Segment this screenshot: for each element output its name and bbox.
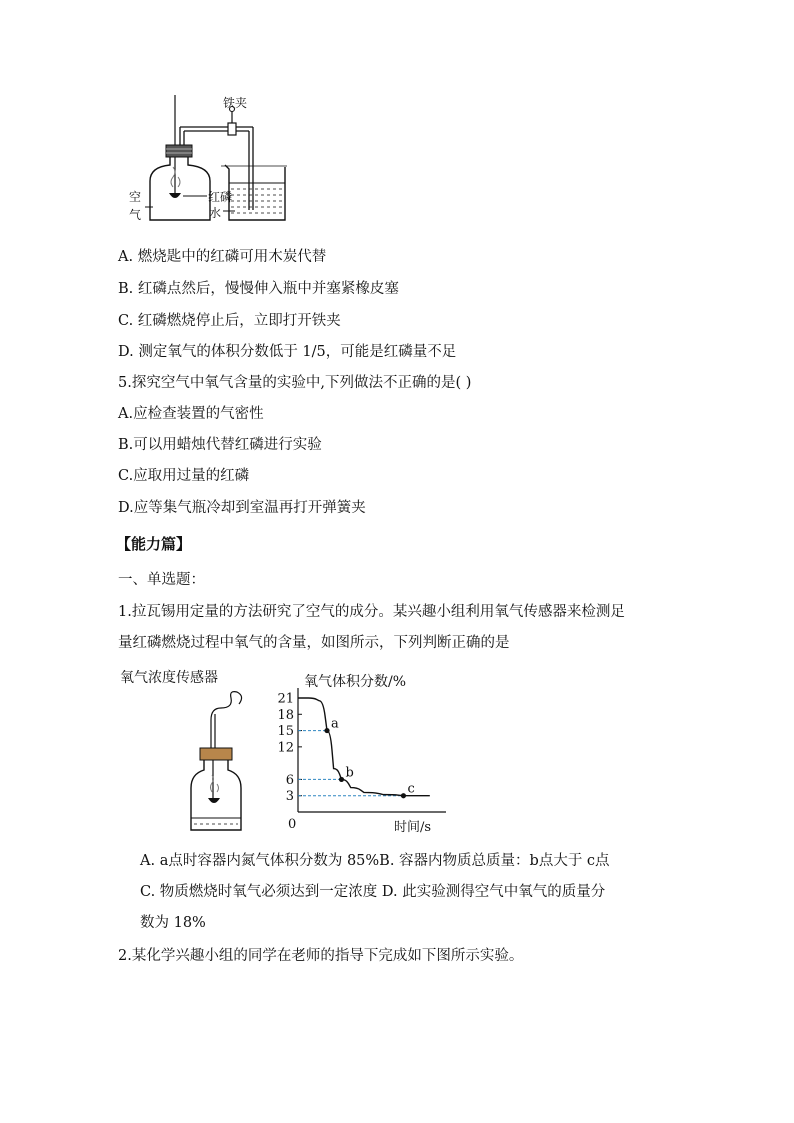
combustion-spoon-icon bbox=[169, 193, 181, 198]
beaker bbox=[225, 165, 285, 220]
y-tick-label-18: 18 bbox=[277, 707, 294, 723]
q1-options-line2[interactable]: C. 物质燃烧时氧气必须达到一定浓度 D. 此实验测得空气中氧气的质量分 bbox=[140, 884, 606, 900]
y-tick-label-15: 15 bbox=[277, 724, 294, 740]
apparatus-figure-1 bbox=[125, 95, 305, 230]
q1-stem-line1: 1.拉瓦锡用定量的方法研究了空气的成分。某兴趣小组利用氧气传感器来检测足 bbox=[118, 604, 625, 620]
sensor-spoon-icon bbox=[208, 798, 220, 803]
sensor-stopper bbox=[200, 748, 232, 760]
section-title: 【能力篇】 bbox=[116, 535, 192, 553]
y-tick-label-21: 21 bbox=[277, 691, 294, 707]
point-b bbox=[339, 777, 344, 782]
q4-option-b[interactable]: B. 红磷点然后，慢慢伸入瓶中并塞紧橡皮塞 bbox=[118, 281, 399, 297]
q4-option-a[interactable]: A. 燃烧匙中的红磷可用木炭代替 bbox=[118, 249, 327, 265]
point-a bbox=[324, 728, 329, 733]
sensor-label: 氧气浓度传感器 bbox=[120, 670, 218, 686]
label-water: 水 bbox=[209, 206, 222, 220]
oxygen-chart bbox=[268, 668, 458, 838]
section-subtitle: 一、单选题： bbox=[118, 572, 205, 588]
q1-stem-line2: 量红磷燃烧过程中氧气的含量，如图所示，下列判断正确的是 bbox=[118, 635, 510, 651]
q2-stem: 2.某化学兴趣小组的同学在老师的指导下完成如下图所示实验。 bbox=[118, 948, 524, 964]
label-air-1: 空 bbox=[129, 190, 142, 204]
point-label-c: c bbox=[407, 781, 415, 797]
chart-ylabel: 氧气体积分数/% bbox=[304, 674, 407, 690]
point-label-a: a bbox=[331, 716, 339, 732]
chart-origin: 0 bbox=[288, 817, 297, 832]
q1-options-line3[interactable]: 数为 18% bbox=[140, 915, 206, 931]
q5-stem: 5.探究空气中氧气含量的实验中,下列做法不正确的是( ) bbox=[118, 375, 472, 391]
sensor-bottle-figure bbox=[185, 690, 275, 835]
q5-option-b[interactable]: B.可以用蜡烛代替红磷进行实验 bbox=[118, 437, 322, 453]
q5-option-a[interactable]: A.应检查装置的气密性 bbox=[118, 406, 264, 422]
q5-option-c[interactable]: C.应取用过量的红磷 bbox=[118, 468, 250, 484]
q1-options-line1[interactable]: A. a点时容器内氮气体积分数为 85%B. 容器内物质总质量：b点大于 c点 bbox=[140, 853, 610, 869]
q5-option-d[interactable]: D.应等集气瓶冷却到室温再打开弹簧夹 bbox=[118, 500, 366, 516]
guide-lines bbox=[298, 731, 403, 796]
label-phosphorus: 红磷 bbox=[208, 190, 233, 204]
data-points bbox=[324, 717, 414, 799]
gas-bottle bbox=[150, 157, 210, 220]
chart-xlabel: 时间/s bbox=[394, 820, 432, 835]
q4-option-d[interactable]: D. 测定氧气的体积分数低于 1/5，可能是红磷量不足 bbox=[118, 344, 457, 360]
iron-clamp-icon bbox=[228, 107, 236, 136]
y-tick-label-12: 12 bbox=[277, 740, 294, 756]
q4-option-c[interactable]: C. 红磷燃烧停止后，立即打开铁夹 bbox=[118, 313, 341, 329]
y-tick-label-3: 3 bbox=[285, 789, 294, 805]
sensor-bottle bbox=[191, 760, 241, 830]
label-clamp: 铁夹 bbox=[223, 96, 248, 110]
water-fill bbox=[229, 183, 285, 213]
y-tick-label-6: 6 bbox=[285, 772, 294, 788]
point-label-b: b bbox=[345, 765, 354, 781]
point-c bbox=[401, 793, 406, 798]
rubber-stopper bbox=[166, 145, 192, 157]
label-air-2: 气 bbox=[129, 208, 142, 222]
